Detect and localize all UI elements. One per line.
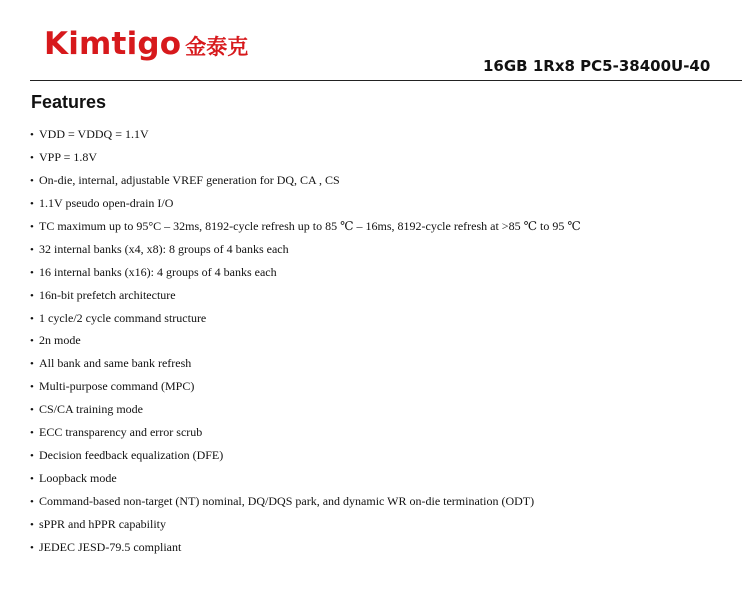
feature-text: Multi-purpose command (MPC) [39, 379, 195, 394]
feature-text: All bank and same bank refresh [39, 356, 192, 371]
bullet-icon: • [30, 289, 34, 302]
feature-text: TC maximum up to 95°C – 32ms, 8192-cycle refresh up to 85 ℃ – 16ms, 8192-cycle refresh at >85 ℃ to 95 ℃ [39, 218, 581, 233]
feature-item [30, 172, 742, 195]
bullet-icon: • [30, 541, 34, 554]
bullet-icon: • [30, 220, 34, 233]
feature-text: 1 cycle/2 cycle command structure [39, 310, 207, 325]
feature-item [30, 241, 742, 264]
feature-text: 1.1V pseudo open-drain I/O [39, 195, 174, 210]
feature-item [30, 310, 742, 333]
bullet-icon: • [30, 381, 34, 394]
logo-wordmark: Kimtigo [44, 26, 182, 62]
bullet-icon: • [30, 151, 34, 164]
feature-item [30, 218, 742, 241]
feature-item [30, 424, 742, 447]
section-title: Features [31, 92, 107, 112]
feature-item [30, 332, 742, 355]
document-header [0, 0, 748, 90]
bullet-icon: • [30, 243, 34, 256]
feature-item [30, 493, 742, 516]
feature-item [30, 378, 742, 401]
bullet-icon: • [30, 473, 34, 486]
feature-text: 16 internal banks (x16): 4 groups of 4 banks each [39, 264, 277, 279]
bullet-icon: • [30, 335, 34, 348]
feature-item [30, 195, 742, 218]
bullet-icon: • [30, 450, 34, 463]
bullet-icon: • [30, 427, 34, 440]
feature-list [30, 126, 742, 562]
feature-item [30, 447, 742, 470]
logo-chinese-wordmark: 金泰克 [185, 35, 249, 59]
feature-item [30, 539, 742, 562]
feature-text: 32 internal banks (x4, x8): 8 groups of 4 banks each [39, 241, 289, 256]
kimtigo-logo [44, 26, 249, 62]
bullet-icon: • [30, 496, 34, 508]
feature-item [30, 355, 742, 378]
feature-item [30, 516, 742, 539]
feature-item [30, 401, 742, 424]
bullet-icon: • [30, 266, 34, 279]
bullet-icon: • [30, 404, 34, 417]
feature-text: 16n-bit prefetch architecture [39, 287, 176, 302]
bullet-icon: • [30, 197, 34, 210]
feature-text: ECC transparency and error scrub [39, 425, 203, 440]
part-number: 16GB 1Rx8 PC5-38400U-40 [483, 57, 711, 75]
feature-item [30, 264, 742, 287]
feature-item [30, 287, 742, 310]
feature-text: Decision feedback equalization (DFE) [39, 448, 224, 463]
feature-item [30, 126, 742, 149]
bullet-icon: • [30, 312, 34, 325]
bullet-icon: • [30, 129, 34, 141]
feature-item [30, 149, 742, 172]
feature-text: JEDEC JESD-79.5 compliant [39, 539, 182, 554]
feature-text: On-die, internal, adjustable VREF generation for DQ, CA , CS [39, 172, 340, 187]
feature-text: Loopback mode [39, 471, 117, 486]
feature-text: sPPR and hPPR capability [39, 516, 167, 531]
feature-text: VDD = VDDQ = 1.1V [39, 127, 149, 141]
feature-text: CS/CA training mode [39, 402, 144, 417]
feature-text: 2n mode [39, 333, 81, 348]
feature-text: Command-based non-target (NT) nominal, DQ/DQS park, and dynamic WR on-die termination (ODT) [39, 494, 535, 508]
header-divider [30, 80, 742, 81]
bullet-icon: • [30, 174, 34, 187]
feature-item [30, 470, 742, 493]
bullet-icon: • [30, 518, 34, 531]
feature-text: VPP = 1.8V [39, 149, 98, 164]
bullet-icon: • [30, 358, 34, 371]
